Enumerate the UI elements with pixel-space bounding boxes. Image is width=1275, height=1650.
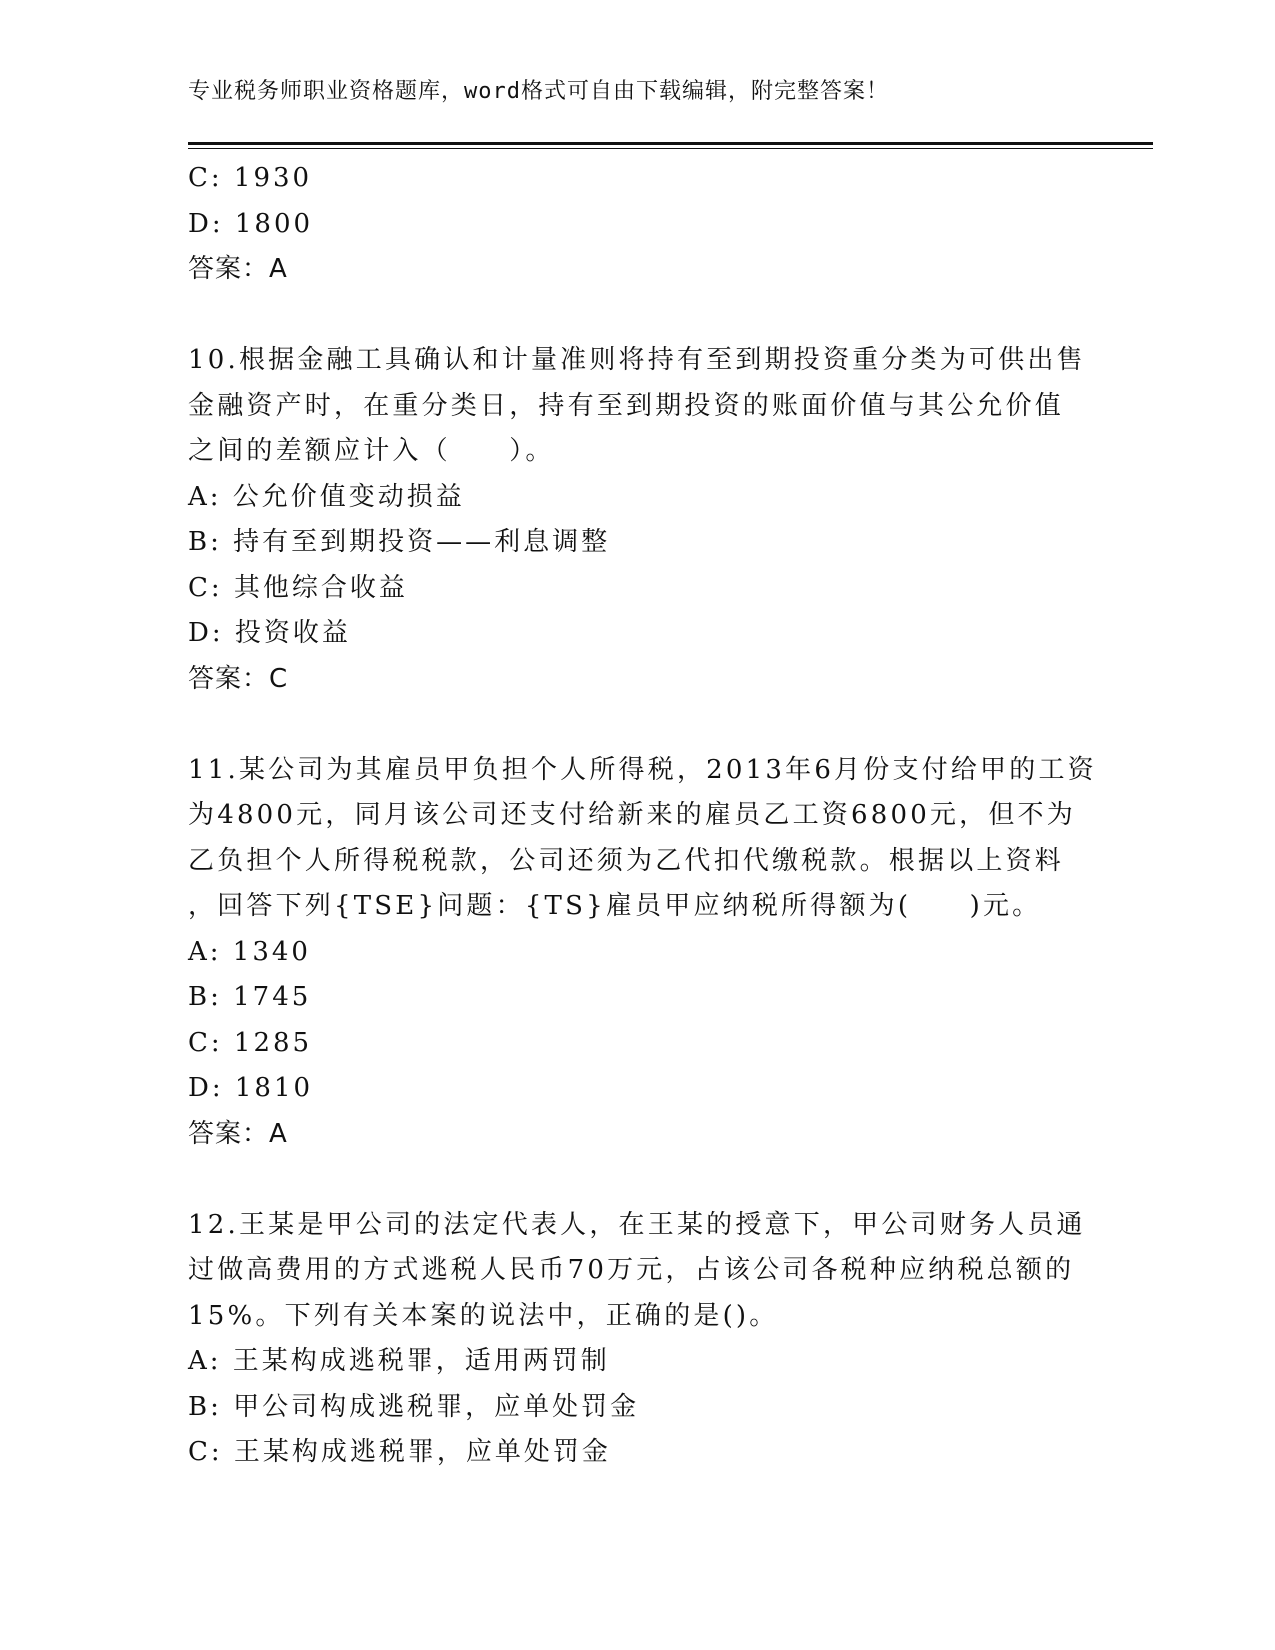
page-header: 专业税务师职业资格题库，word格式可自由下载编辑，附完整答案！ — [188, 79, 889, 104]
spacer — [188, 1157, 1088, 1203]
option-b: B: 甲公司构成逃税罪，应单处罚金 — [188, 1391, 640, 1422]
stem-line: 乙负担个人所得税税款，公司还须为乙代扣代缴税款。根据以上资料 — [188, 845, 1065, 876]
question-12 — [188, 1203, 1088, 1476]
option-c: C: 1285 — [188, 1027, 313, 1058]
answer-line: 答案：C — [188, 663, 289, 694]
answer-line: 答案：A — [188, 1118, 288, 1149]
question-stem — [188, 748, 1097, 930]
header-divider-thick — [188, 142, 1153, 145]
spacer — [188, 702, 1088, 748]
question-9-tail — [188, 156, 1088, 293]
option-d: D: 1800 — [188, 208, 314, 239]
stem-line: 11.某公司为其雇员甲负担个人所得税，2013年6月份支付给甲的工资 — [188, 754, 1097, 785]
stem-line: 金融资产时，在重分类日，持有至到期投资的账面价值与其公允价值 — [188, 390, 1065, 421]
stem-line: ，回答下列{TSE}问题：{TS}雇员甲应纳税所得额为( )元。 — [188, 891, 1042, 921]
option-c: C: 王某构成逃税罪，应单处罚金 — [188, 1437, 611, 1467]
stem-line: 12.王某是甲公司的法定代表人，在王某的授意下，甲公司财务人员通 — [188, 1209, 1086, 1240]
answer-line: 答案：A — [188, 254, 288, 284]
stem-line: 之间的差额应计入（ ）。 — [188, 436, 555, 466]
spacer — [188, 293, 1088, 339]
option-c: C: 其他综合收益 — [188, 572, 408, 603]
stem-line: 15%。下列有关本案的说法中，正确的是()。 — [188, 1300, 779, 1331]
question-stem — [188, 1203, 1088, 1340]
question-10 — [188, 338, 1088, 702]
option-b: B: 持有至到期投资——利息调整 — [188, 527, 611, 557]
question-11 — [188, 748, 1097, 1158]
stem-line: 过做高费用的方式逃税人民币70万元，占该公司各税种应纳税总额的 — [188, 1255, 1075, 1285]
question-stem — [188, 338, 1088, 475]
option-a: A: 王某构成逃税罪，适用两罚制 — [188, 1346, 610, 1376]
option-d: D: 投资收益 — [188, 618, 351, 648]
stem-line: 10.根据金融工具确认和计量准则将持有至到期投资重分类为可供出售 — [188, 345, 1086, 375]
document-body — [188, 156, 1097, 1476]
option-b: B: 1745 — [188, 982, 312, 1012]
option-a: A: 1340 — [188, 936, 311, 967]
option-d: D: 1810 — [188, 1073, 314, 1103]
stem-line: 为4800元，同月该公司还支付给新来的雇员乙工资6800元，但不为 — [188, 800, 1076, 830]
header-divider-thin — [188, 148, 1153, 149]
option-a: A: 公允价值变动损益 — [188, 481, 465, 512]
option-c: C: 1930 — [188, 163, 313, 193]
